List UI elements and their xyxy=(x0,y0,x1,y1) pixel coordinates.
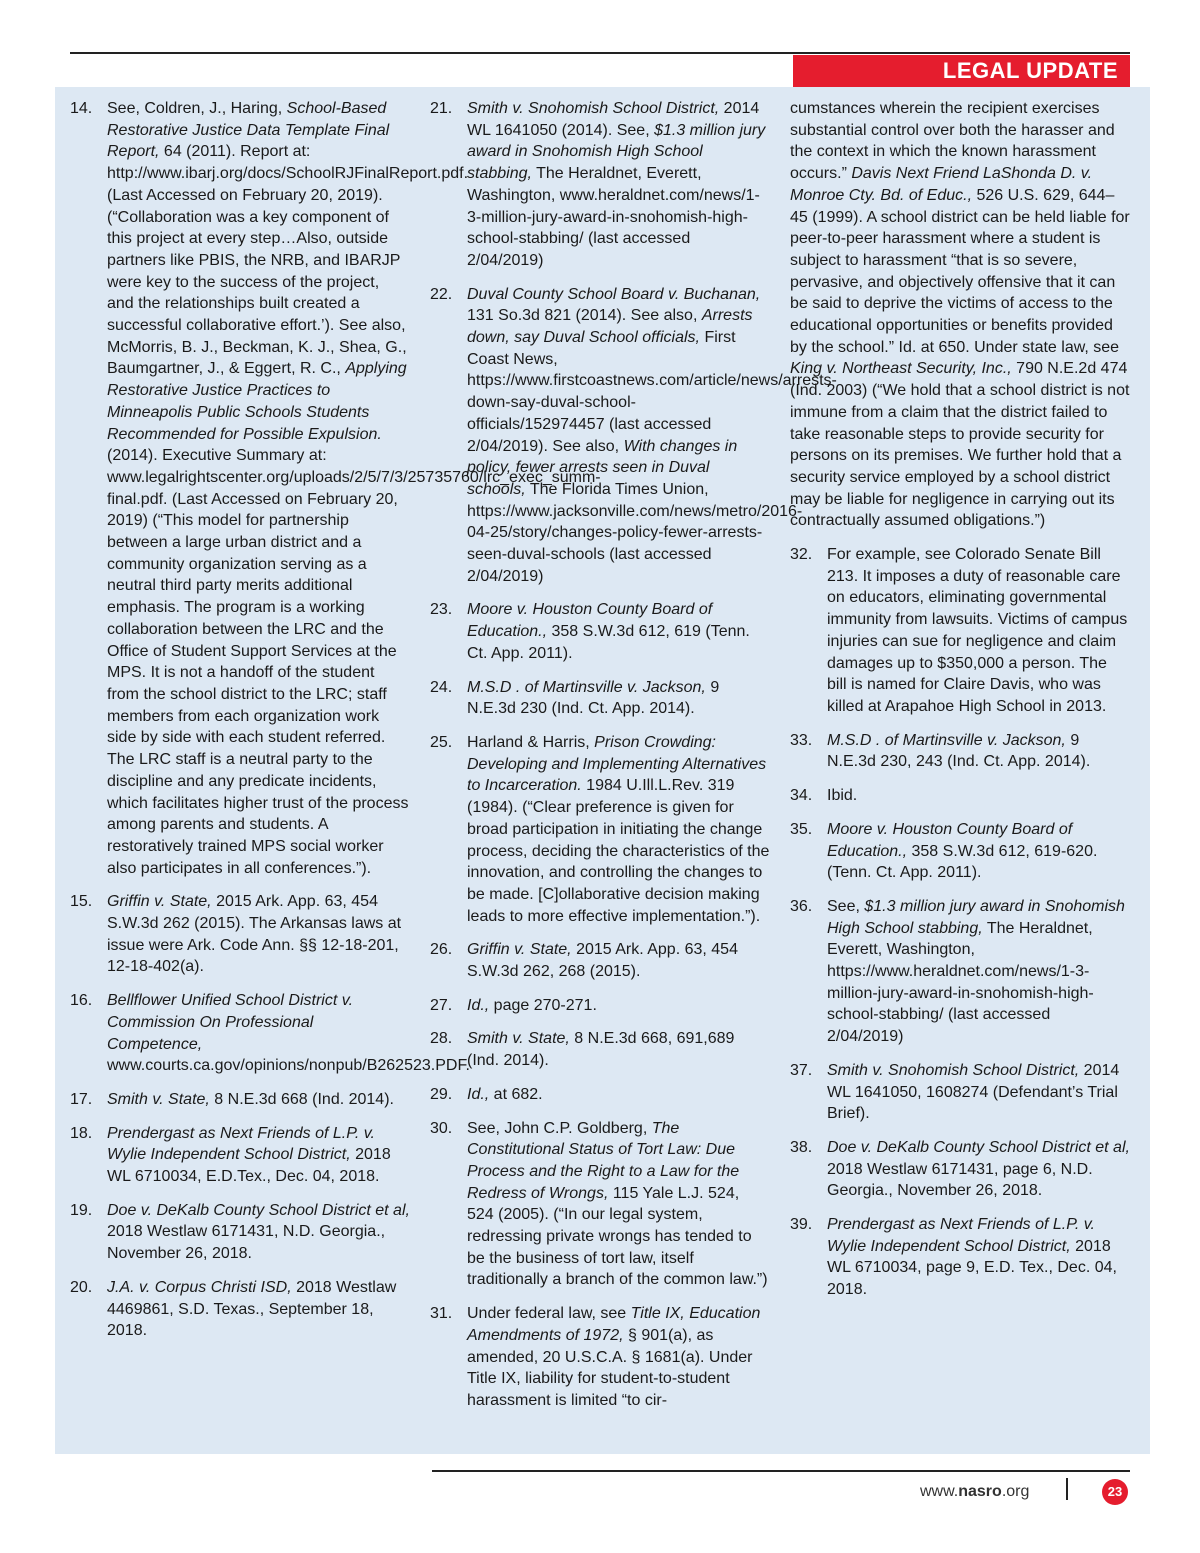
footnote-citation-italic: M.S.D . of Martinsville v. Jackson, xyxy=(467,678,706,696)
footnote-body xyxy=(107,891,410,978)
footnote-text: 2018 Westlaw 6171431, page 6, N.D. Georgia., November 26, 2018. xyxy=(827,1160,1093,1200)
footnote-citation-italic: M.S.D . of Martinsville v. Jackson, xyxy=(827,731,1066,749)
footnote-body xyxy=(467,1118,770,1292)
footnote-citation-italic: Prendergast as Next Friends of L.P. v. Wylie Independent School District, xyxy=(107,1124,375,1164)
footnote-text: The Florida Times Union, https://www.jacksonville.com/news/metro/2016-04-25/story/changes-policy-fewer-arrests-seen-duval-schools (last accessed 2/04/2019) xyxy=(467,480,803,585)
footnote-number: 36. xyxy=(790,897,813,915)
footnote-number: 23. xyxy=(430,601,453,619)
footnote-citation-italic: Doe v. DeKalb County School District et al, xyxy=(827,1138,1130,1156)
footnote-body xyxy=(467,1084,770,1106)
page-number: 23 xyxy=(1102,1479,1128,1505)
footnote-item xyxy=(790,544,1130,718)
footnote-item xyxy=(430,939,770,982)
footnote-number: 16. xyxy=(70,992,93,1010)
footnote-item xyxy=(430,98,770,272)
footnote-body xyxy=(467,1303,770,1412)
footnote-citation-italic: Smith v. Snohomish School District, xyxy=(467,100,720,117)
footnote-citation-italic: Applying Restorative Justice Practices to Minneapolis Public Schools Students Recommended for Possible Expulsion. xyxy=(107,360,407,443)
footnote-body xyxy=(467,995,770,1017)
footnote-body xyxy=(467,939,770,982)
footnote-citation-italic: Title IX, Education Amendments of 1972, xyxy=(467,1305,761,1344)
footnote-text: cumstances wherein the recipient exercises substantial control over both the harasser and the context in which the known harassment occurs.” xyxy=(790,100,1115,183)
footnote-body xyxy=(827,785,1130,807)
footnote-item xyxy=(790,1060,1130,1125)
footnote-text: 790 N.E.2d 474 (Ind. 2003) (“We hold that a school district is not immune from a claim that the district failed to take reasonable steps to provide security for persons on its premises. We further hold that a security service employed by a school district may be liable for negligence in carrying out its contractually assumed obligations.”) xyxy=(790,360,1130,530)
footnote-citation-italic: $1.3 million jury award in Snohomish High School stabbing, xyxy=(467,121,766,183)
footnote-text: Under federal law, see xyxy=(467,1305,631,1323)
footnote-number: 15. xyxy=(70,893,93,911)
footnote-text: (2014). Executive Summary at: www.legalrightscenter.org/uploads/2/5/7/3/25735760/lrc_exec_summ-final.pdf. (Last Accessed on February 20, 2019) (“This model for partnership between a large urban district and a community organization serving as a neutral third party merits additional emphasis. The program is a working collaboration between the LRC and the Office of Student Support Services at the MPS. It is not a handoff of the student from the school district to the LRC; staff members from each organization work side by side with each student referred. The LRC staff is a neutral party to the discipline and any predicate incidents, which facilitates higher trust of the process among parents and students. A restoratively trained MPS social worker also participates in all conferences.”). xyxy=(107,447,601,877)
footnote-citation-italic: Prendergast as Next Friends of L.P. v. Wylie Independent School District, xyxy=(827,1216,1095,1255)
footnote-text: For example, see Colorado Senate Bill 213. It imposes a duty of reasonable care on educators, eliminating governmental immunity from lawsuits. Victims of campus injuries can sue for negligence and claim damages up to $350,000 a person. The bill is named for Claire Davis, who was killed at Arapahoe High School in 2013. xyxy=(827,546,1128,715)
footnote-body xyxy=(827,544,1130,718)
footnote-citation-italic: $1.3 million jury award in Snohomish High School stabbing, xyxy=(827,897,1125,937)
footnote-citation-italic: Davis Next Friend LaShonda D. v. Monroe Cty. Bd. of Educ., xyxy=(790,165,1093,204)
footnote-number: 26. xyxy=(430,941,453,959)
footer-url-brand: nasro xyxy=(958,1483,1002,1500)
footnote-citation-italic: Doe v. DeKalb County School District et al, xyxy=(107,1201,410,1219)
footnote-text: 2014 WL 1641050 (2014). See, xyxy=(467,100,760,139)
footnote-number: 24. xyxy=(430,678,453,696)
top-rule xyxy=(70,52,1130,54)
footnote-body xyxy=(827,1214,1130,1301)
footnote-number: 39. xyxy=(790,1216,813,1234)
footnote-number: 14. xyxy=(70,100,93,117)
footnote-text: 526 U.S. 629, 644–45 (1999). A school district can be held liable for peer-to-peer harassment where a student is subject to harassment “that is so severe, pervasive, and objectively offensive that it can be said to deprive the victims of access to the educational opportunities or benefits provided by the school.” Id. at 650. Under state law, see xyxy=(790,186,1130,356)
footnote-citation-italic: Id., xyxy=(467,996,490,1014)
footnote-body xyxy=(467,599,770,664)
footnote-body xyxy=(107,1200,410,1265)
footnote-body xyxy=(827,896,1130,1048)
footnote-citation-italic: J.A. v. Corpus Christi ISD, xyxy=(107,1278,292,1296)
footnote-body xyxy=(107,1089,410,1111)
footnote-item xyxy=(70,1123,410,1188)
footnote-number: 29. xyxy=(430,1085,453,1103)
footnote-citation-italic: Prison Crowding: Developing and Implementing Alternatives to Incarceration. xyxy=(467,733,767,795)
footnote-body xyxy=(107,1277,410,1342)
footnote-body xyxy=(827,730,1130,773)
footnote-item xyxy=(430,1118,770,1292)
footnote-item xyxy=(70,1277,410,1342)
footnote-number: 21. xyxy=(430,100,453,117)
footnote-text: 2015 Ark. App. 63, 454 S.W.3d 262, 268 (2015). xyxy=(467,941,738,981)
footnote-text: The Heraldnet, Everett, Washington, www.heraldnet.com/news/1-3-million-jury-award-in-snohomish-high-school-stabbing/ (last accessed 2/04/2019) xyxy=(467,165,760,269)
footnote-text: § 901(a), as amended, 20 U.S.C.A. § 1681(a). Under Title IX, liability for student-to-student harassment is limited “to cir- xyxy=(467,1326,753,1409)
footnote-number: 22. xyxy=(430,285,453,303)
footnote-number: 25. xyxy=(430,733,453,751)
footnote-body xyxy=(467,1028,770,1071)
footnote-item xyxy=(790,730,1130,773)
footnote-number: 37. xyxy=(790,1061,813,1079)
footnote-continuation xyxy=(790,98,1130,532)
footnote-citation-italic: Bellflower Unified School District v. Commission On Professional Competence, xyxy=(107,992,354,1053)
footnote-body xyxy=(827,1137,1130,1202)
footnote-number: 33. xyxy=(790,731,813,749)
footnote-number: 34. xyxy=(790,787,813,805)
footnote-item xyxy=(70,891,410,978)
footnote-body xyxy=(827,1060,1130,1125)
footnote-text: 2018 WL 6710034, page 9, E.D. Tex., Dec. 04, 2018. xyxy=(827,1237,1117,1299)
footnote-number: 31. xyxy=(430,1305,453,1323)
footer-separator xyxy=(1066,1478,1068,1500)
footnote-body xyxy=(467,677,770,720)
footnote-citation-italic: Griffin v. State, xyxy=(107,893,212,911)
footnote-text: See, xyxy=(827,897,865,915)
footnote-citation-italic: Smith v. Snohomish School District, xyxy=(827,1061,1080,1079)
bottom-rule xyxy=(432,1470,1130,1472)
footnote-body xyxy=(467,732,770,927)
footnote-body xyxy=(107,1123,410,1188)
footnote-number: 18. xyxy=(70,1124,93,1142)
footnote-citation-italic: School-Based Restorative Justice Data Template Final Report, xyxy=(107,100,390,161)
footnote-text: Harland & Harris, xyxy=(467,733,595,751)
footnote-item xyxy=(790,1214,1130,1301)
footnote-text: 2018 Westlaw 4469861, S.D. Texas., September 18, 2018. xyxy=(107,1278,397,1340)
footnote-citation-italic: Moore v. Houston County Board of Education., xyxy=(467,601,713,641)
footnote-citation-italic: Id., xyxy=(467,1085,490,1103)
footnote-number: 17. xyxy=(70,1090,93,1108)
footnote-number: 32. xyxy=(790,546,813,564)
footnote-text: page 270-271. xyxy=(489,996,597,1014)
footnote-item xyxy=(430,1084,770,1106)
footnote-item xyxy=(430,1028,770,1071)
footnote-text: 2018 Westlaw 6171431, N.D. Georgia., November 26, 2018. xyxy=(107,1223,386,1263)
footnote-item xyxy=(430,995,770,1017)
footnote-text: www.courts.ca.gov/opinions/nonpub/B262523.PDF. xyxy=(107,1057,470,1075)
footnote-text: 8 N.E.3d 668 (Ind. 2014). xyxy=(209,1090,394,1108)
footnote-item xyxy=(790,785,1130,807)
footnote-text: 2014 WL 1641050, 1608274 (Defendant’s Trial Brief). xyxy=(827,1061,1120,1123)
footnote-text: 8 N.E.3d 668, 691,689 (Ind. 2014). xyxy=(467,1030,735,1070)
footnote-number: 30. xyxy=(430,1119,453,1137)
footnote-number: 38. xyxy=(790,1138,813,1156)
footer-url-prefix: www. xyxy=(920,1483,959,1500)
footnote-text: 64 (2011). Report at: http://www.ibarj.org/docs/SchoolRJFinalReport.pdf. (Last Accessed on February 20, 2019). (“Collaboration was a key component of this project at every step…Also, outside partners like PBIS, the NRB, and IBARJP were key to the success of the project, and the relationships built created a successful collaborative effort.’). See also, McMorris, B. J., Beckman, K. J., Shea, G., Baumgartner, J., & Eggert, R. C., xyxy=(107,143,469,378)
footnote-number: 35. xyxy=(790,820,813,838)
footnote-item xyxy=(70,1200,410,1265)
footnote-number: 19. xyxy=(70,1201,93,1219)
footnote-text: 9 N.E.3d 230, 243 (Ind. Ct. App. 2014). xyxy=(827,731,1091,771)
footnote-item xyxy=(70,1089,410,1111)
footnote-text: 9 N.E.3d 230 (Ind. Ct. App. 2014). xyxy=(467,678,720,718)
footnote-citation-italic: The Constitutional Status of Tort Law: Due Process and the Right to a Law for the Redress of Wrongs, xyxy=(467,1119,740,1202)
footnote-citation-italic: Moore v. Houston County Board of Education., xyxy=(827,820,1073,860)
footnote-text: Ibid. xyxy=(827,787,858,805)
footnote-text: 2018 WL 6710034, E.D.Tex., Dec. 04, 2018. xyxy=(107,1146,391,1186)
footnote-body xyxy=(467,98,770,272)
footnote-citation-italic: Griffin v. State, xyxy=(467,941,572,959)
footnote-number: 20. xyxy=(70,1278,93,1296)
footnote-text: 1984 U.Ill.L.Rev. 319 (1984). (“Clear preference is given for broad participation in initiating the change process, deciding the characteristics of the innovation, and controlling the changes to be made. [C]ollaborative decision making leads to more effective implementation.”). xyxy=(467,777,770,925)
footnote-number: 27. xyxy=(430,996,453,1014)
footnote-text: 358 S.W.3d 612, 619-620. (Tenn. Ct. App. 2011). xyxy=(827,842,1098,882)
footnote-item xyxy=(430,677,770,720)
footnote-citation-italic: King v. Northeast Security, Inc., xyxy=(790,360,1012,378)
footnote-citation-italic: With changes in policy, fewer arrests seen in Duval schools, xyxy=(467,437,738,498)
footnote-text: See, John C.P. Goldberg, xyxy=(467,1119,652,1137)
footnote-text: at 682. xyxy=(489,1085,543,1103)
footnote-text: First Coast News, https://www.firstcoastnews.com/article/news/arrests-down-say-duval-school-officials/152974457 (last accessed 2/04/2019). See also, xyxy=(467,329,837,455)
footnote-text: See, Coldren, J., Haring, xyxy=(107,100,287,117)
footnote-item xyxy=(790,819,1130,884)
footnote-text: 115 Yale L.J. 524, 524 (2005). (“In our legal system, redressing private wrongs has tended to be the business of tort law, itself traditionally a branch of the common law.”) xyxy=(467,1184,768,1289)
footnote-citation-italic: Arrests down, say Duval School officials, xyxy=(467,307,753,347)
footer-url[interactable] xyxy=(920,1483,1029,1501)
footer-url-suffix: .org xyxy=(1001,1483,1030,1500)
footnote-item xyxy=(430,1303,770,1412)
footnote-number: 28. xyxy=(430,1030,453,1048)
footnote-citation-italic: Duval County School Board v. Buchanan, xyxy=(467,285,761,303)
footnote-item xyxy=(790,1137,1130,1202)
footnote-item xyxy=(430,732,770,927)
footnote-item xyxy=(430,599,770,664)
footnotes-column-3 xyxy=(790,98,1130,1313)
footnote-text: 2015 Ark. App. 63, 454 S.W.3d 262 (2015). The Arkansas laws at issue were Ark. Code Ann. §§ 12-18-201, 12-18-402(a). xyxy=(107,893,402,976)
footnote-item xyxy=(790,896,1130,1048)
footnote-citation-italic: Smith v. State, xyxy=(107,1090,210,1108)
footnote-text: 131 So.3d 821 (2014). See also, xyxy=(467,307,702,325)
section-header: LEGAL UPDATE xyxy=(793,55,1130,87)
footnote-text: 358 S.W.3d 612, 619 (Tenn. Ct. App. 2011). xyxy=(467,623,750,662)
footnote-body xyxy=(827,819,1130,884)
footnote-text: The Heraldnet, Everett, Washington, https://www.heraldnet.com/news/1-3-million-jury-award-in-snohomish-high-school-stabbing/ (last accessed 2/04/2019) xyxy=(827,919,1094,1046)
footnote-citation-italic: Smith v. State, xyxy=(467,1030,570,1048)
